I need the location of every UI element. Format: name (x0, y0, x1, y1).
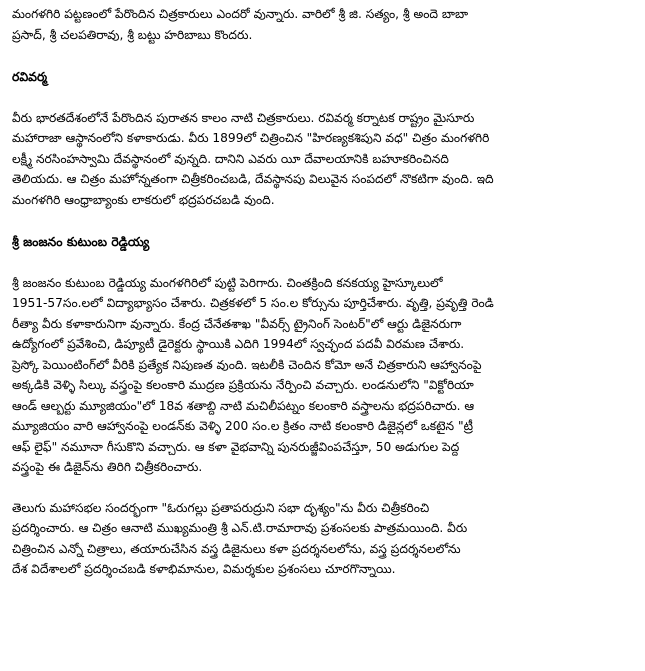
section-heading-ravivarma: రవివర్మ (12, 69, 48, 84)
section-heading-kutumba-reddiyya: శ్రీ జంజనం కుటుంబ రెడ్డియ్య (12, 234, 150, 249)
ravivarma-paragraph: వీరు భారతదేశంలోనే పేరొందిన పురాతన కాలం నాటి చిత్రకారులు. రవివర్మ కర్నాటక రాష్ట్రం మైసూరు మహారాజా ఆస్థానంలోని కళాకారుడు. వీరు 1899లో చిత్రించిన "హిరణ్యకశిపుని వధ" చిత్రం మంగళగిరి లక్ష్మీ నరసింహస్వామి దేవస్థానంలో వున్నది. దానిని ఎవరు యీ దేవాలయానికి బహూకరించినది తెలియదు. ఆ చిత్రం మహోన్నతంగా చిత్రీకరించబడి, దేవస్థానపు విలువైన సంపదలో నొకటిగా వుంది. ఇది మంగళగిరి ఆంధ్రాబ్యాంకు లాకరులో భద్రపరచబడి వుంది. (12, 110, 494, 207)
intro-paragraph: మంగళగిరి పట్టణంలో పేరొందిన చిత్రకారులు ఎందరో వున్నారు. వారిలో శ్రీ జి. సత్యం, శ్రీ అందె బాబా ప్రసాద్, శ్రీ చలపతిరావు, శ్రీ బట్టు హరిబాబు కొందరు. (12, 7, 469, 42)
closing-paragraph: తెలుగు మహాసభల సందర్భంగా "ఓరుగల్లు ప్రతాపరుద్రుని సభా దృశ్యం"ను వీరు చిత్రీకరించి ప్రదర్శించారు. ఆ చిత్రం ఆనాటి ముఖ్యమంత్రి శ్రీ ఎన్.టి.రామారావు ప్రశంసలకు పాత్రమయింది. వీరు చిత్రించిన ఎన్నో చిత్రాలు, తయారుచేసిన వస్త్ర డిజైనులు కళా ప్రదర్శనలలోను, వస్త్ర ప్రదర్శనలలోను దేశ విదేశాలలో ప్రదర్శించబడి కళాభిమానుల, విమర్శకుల ప్రశంసలు చూరగొన్నాయి. (12, 500, 468, 576)
kutumba-reddiyya-paragraph: శ్రీ జంజనం కుటుంబ రెడ్డియ్య మంగళగిరిలో పుట్టి పెరిగారు. చింతక్రింది కనకయ్య హైస్కూలులో 1951-57సం.లలో విద్యాభ్యాసం చేశారు. చిత్రకళలో 5 సం.ల కోర్సును పూర్తిచేశారు. వృత్తి, ప్రవృత్తి రెండి రీత్యా వీరు కళాకారునిగా వున్నారు. కేంద్ర చేనేతశాఖ "వీవర్స్ ట్రైనింగ్ సెంటర్"లో ఆర్టు డిజైనరుగా ఉద్యోగంలో ప్రవేశించి, డిప్యూటీ డైరెక్టరు స్థాయికి ఎదిగి 1994లో స్వచ్ఛంద పదవీ విరమణ చేశారు. ప్రెస్కో పెయింటింగ్‌లో వీరికి ప్రత్యేక నిపుణత వుంది. ఇటలీకి చెందిన కోమో అనే చిత్రకారుని ఆహ్వానంపై అక్కడికి వెళ్ళి సిల్కు వస్త్రంపై కలంకారి ముద్రణ ప్రక్రియను నేర్పించి వచ్చారు. లండనులోని "విక్టోరియా ఆండ్ ఆల్బర్టు మ్యూజియం"లో 18వ శతాబ్ది నాటి మచిలీపట్నం కలంకారి వస్త్రాలను భద్రపరిచారు. ఆ మ్యూజియం వారి ఆహ్వానంపై లండన్‌కు వెళ్ళి 200 సం.ల క్రితం నాటి కలంకారి డిజైన్లలో ఒకటైన "ట్రీ ఆఫ్ లైఫ్" నమూనా గీసుకొని వచ్చారు. ఆ కళా వైభవాన్ని పునరుజ్జీవింపచేస్తూ, 50 అడుగుల పెద్ద వస్త్రంపై ఈ డిజైన్‌ను తిరిగి చిత్రీకరించారు. (12, 275, 494, 474)
